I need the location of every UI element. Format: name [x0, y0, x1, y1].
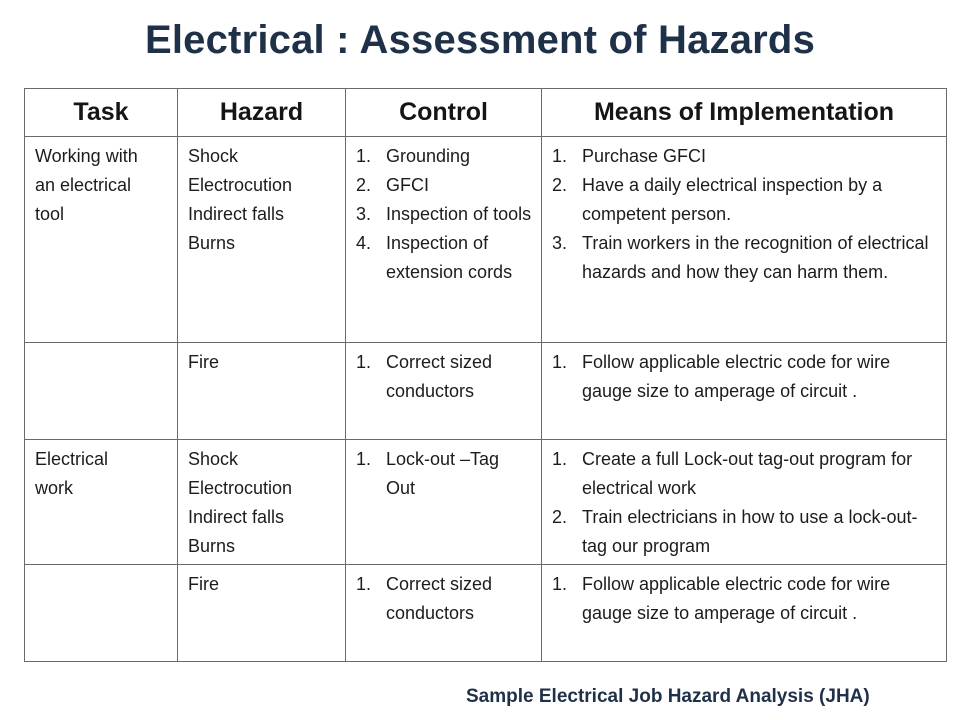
hazard-item: Electrocution: [188, 175, 293, 195]
table-row: [25, 565, 947, 662]
task-text: work: [35, 478, 74, 498]
means-item-text: Follow applicable electric code for wire gauge size to amperage of circuit .: [582, 574, 891, 623]
means-item-list: [552, 445, 938, 561]
task-text: Working with: [35, 146, 138, 166]
hazard-item: Shock: [188, 449, 239, 469]
means-item: [552, 503, 938, 561]
control-cell: [346, 343, 542, 440]
means-item-text: Purchase GFCI: [582, 146, 707, 166]
hazard-assessment-table: [24, 88, 947, 662]
means-item: [552, 445, 938, 503]
means-item: [552, 142, 938, 171]
table-row: [25, 343, 947, 440]
page-title: Electrical : Assessment of Hazards: [144, 18, 816, 62]
control-item: [356, 445, 533, 503]
task-cell: [25, 343, 178, 440]
control-item-text: Lock-out –Tag Out: [386, 449, 500, 498]
means-cell: [542, 565, 947, 662]
table-body: [25, 137, 947, 662]
hazard-item: Fire: [188, 352, 219, 372]
control-item-text: GFCI: [386, 175, 429, 195]
means-item-text: Follow applicable electric code for wire gauge size to amperage of circuit .: [582, 352, 891, 401]
hazard-item: Fire: [188, 574, 219, 594]
control-item-list: [356, 445, 533, 503]
means-item: [552, 171, 938, 229]
means-item-text: Train workers in the recognition of electrical hazards and how they can harm them.: [582, 233, 929, 282]
control-item-number: 1.: [356, 574, 372, 594]
control-item: [356, 229, 533, 287]
control-item-text: Correct sized conductors: [386, 574, 493, 623]
means-item-text: Train electricians in how to use a lock-out-tag our program: [582, 507, 918, 556]
table-header-row: [25, 89, 947, 137]
hazard-item: Electrocution: [188, 478, 293, 498]
hazard-item: Burns: [188, 233, 236, 253]
control-item-text: Inspection of extension cords: [386, 233, 513, 282]
means-item-number: 1.: [552, 352, 568, 372]
means-item: [552, 570, 938, 628]
control-item: [356, 171, 533, 200]
control-item-number: 2.: [356, 175, 372, 195]
task-text: an electrical: [35, 175, 132, 195]
means-item-number: 1.: [552, 449, 568, 469]
control-cell: [346, 440, 542, 565]
means-item-number: 3.: [552, 233, 568, 253]
means-item-number: 2.: [552, 507, 568, 527]
hazard-item: Indirect falls: [188, 204, 285, 224]
control-item-list: [356, 142, 533, 287]
control-item-text: Grounding: [386, 146, 471, 166]
hazard-cell: [178, 565, 346, 662]
control-item: [356, 348, 533, 406]
control-cell: [346, 137, 542, 343]
means-cell: [542, 343, 947, 440]
means-item: [552, 348, 938, 406]
means-item-list: [552, 570, 938, 628]
table-row: [25, 440, 947, 565]
means-cell: [542, 137, 947, 343]
footer-caption: Sample Electrical Job Hazard Analysis (JHA): [466, 686, 870, 707]
control-item-text: Inspection of tools: [386, 204, 532, 224]
header-hazard: Hazard: [178, 89, 346, 137]
header-task: Task: [25, 89, 178, 137]
means-item-number: 1.: [552, 146, 568, 166]
task-cell: [25, 565, 178, 662]
control-item-number: 1.: [356, 352, 372, 372]
header-control: Control: [346, 89, 542, 137]
task-cell: [25, 137, 178, 343]
hazard-cell: [178, 440, 346, 565]
means-item-list: [552, 348, 938, 406]
hazard-cell: [178, 343, 346, 440]
task-text: Electrical: [35, 449, 109, 469]
hazard-cell: [178, 137, 346, 343]
means-item-number: 1.: [552, 574, 568, 594]
control-item-list: [356, 348, 533, 406]
means-item: [552, 229, 938, 287]
control-item: [356, 200, 533, 229]
control-item-number: 3.: [356, 204, 372, 224]
control-item: [356, 142, 533, 171]
hazard-item: Indirect falls: [188, 507, 285, 527]
control-item-number: 4.: [356, 233, 372, 253]
means-item-list: [552, 142, 938, 287]
means-item-text: Have a daily electrical inspection by a competent person.: [582, 175, 883, 224]
task-text: tool: [35, 204, 65, 224]
means-item-number: 2.: [552, 175, 568, 195]
control-item-list: [356, 570, 533, 628]
task-cell: [25, 440, 178, 565]
control-cell: [346, 565, 542, 662]
hazard-item: Shock: [188, 146, 239, 166]
table-row: [25, 137, 947, 343]
hazard-item: Burns: [188, 536, 236, 556]
control-item: [356, 570, 533, 628]
means-cell: [542, 440, 947, 565]
header-means-of-implementation: Means of Implementation: [542, 89, 947, 137]
control-item-text: Correct sized conductors: [386, 352, 493, 401]
control-item-number: 1.: [356, 449, 372, 469]
control-item-number: 1.: [356, 146, 372, 166]
means-item-text: Create a full Lock-out tag-out program for electrical work: [582, 449, 913, 498]
